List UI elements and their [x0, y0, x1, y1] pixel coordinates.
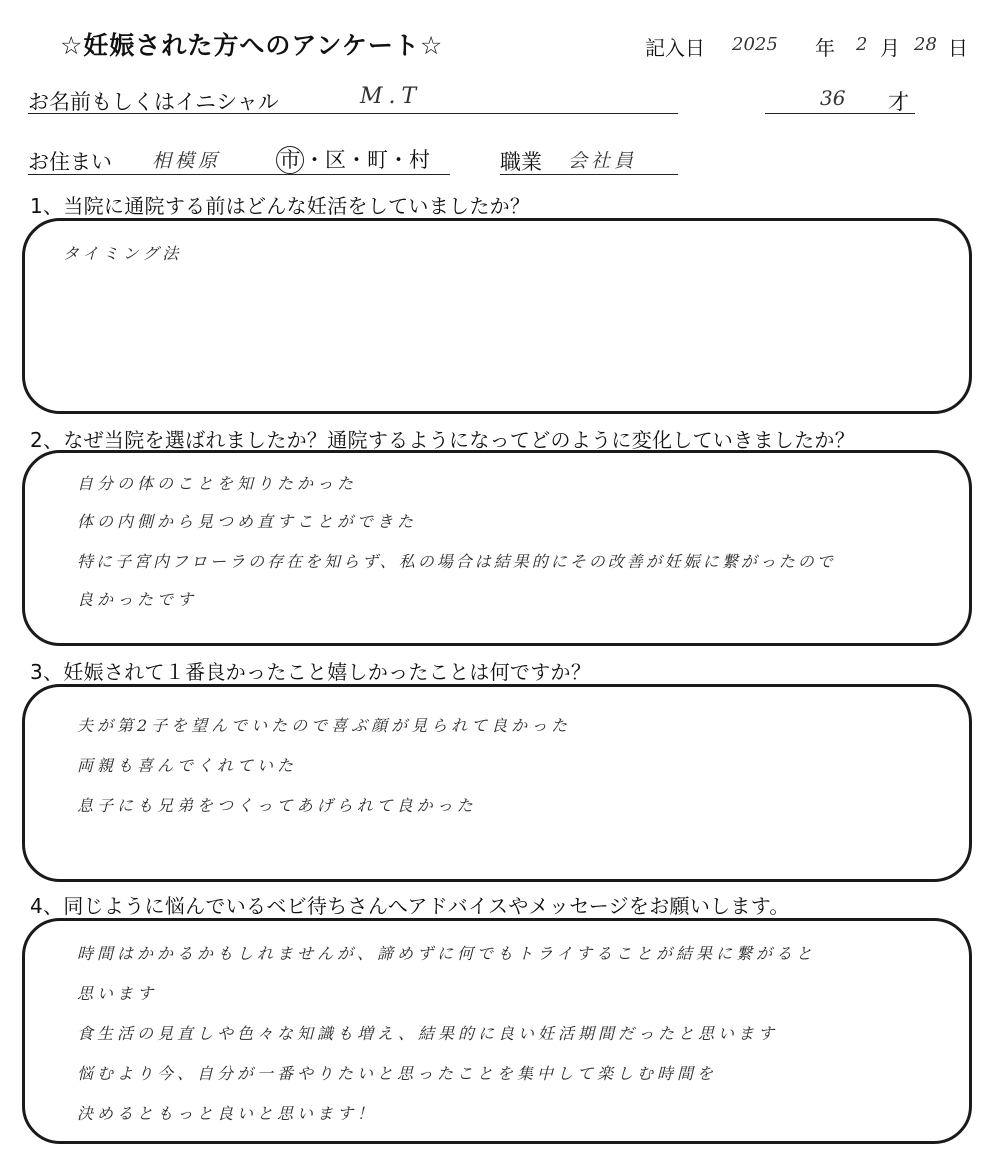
answer-4-line-3: 食生活の見直しや色々な知識も増え、結果的に良い妊活期間だったと思います	[77, 1024, 778, 1043]
answer-3-line-3: 息子にも兄弟をつくってあげられて良かった	[77, 796, 477, 815]
answer-4-line-5: 決めるともっと良いと思います！	[77, 1104, 378, 1123]
page-title: ☆妊娠された方へのアンケート☆	[60, 31, 444, 60]
answer-box-2	[22, 450, 972, 646]
address-label: お住まい	[28, 150, 112, 174]
date-year-unit: 年	[815, 36, 835, 60]
name-value: M.T	[360, 84, 423, 109]
address-option-others: ・区・町・村	[304, 148, 430, 172]
job-label: 職業	[500, 150, 542, 174]
address-options	[276, 144, 430, 174]
date-day: 28	[914, 34, 937, 55]
answer-4-line-1: 時間はかかるかもしれませんが、諦めずに何でもトライすることが結果に繋がると	[77, 944, 817, 963]
question-3: 3、妊娠されて１番良かったこと嬉しかったことは何ですか？	[30, 660, 592, 684]
question-1: 1、当院に通院する前はどんな妊活をしていましたか？	[30, 194, 531, 218]
job-value: 会社員	[568, 150, 638, 172]
date-year: 2025	[732, 34, 778, 55]
date-day-unit: 日	[948, 36, 968, 60]
question-2: 2、なぜ当院を選ばれましたか？通院するようになってどのように変化していきましたか？	[30, 428, 856, 452]
answer-2-line-1: 自分の体のことを知りたかった	[77, 474, 358, 493]
name-label: お名前もしくはイニシャル	[28, 90, 279, 114]
answer-1-line-1: タイミング法	[63, 244, 183, 263]
answer-box-1	[22, 218, 972, 414]
question-4: 4、同じように悩んでいるベビ待ちさんへアドバイスやメッセージをお願いします。	[30, 894, 790, 918]
answer-4-line-4: 悩むより今、自分が一番やりたいと思ったことを集中して楽しむ時間を	[77, 1064, 718, 1083]
answer-2-line-4: 良かったです	[77, 590, 198, 609]
answer-2-line-3: 特に子宮内フローラの存在を知らず、私の場合は結果的にその改善が妊娠に繋がったので	[77, 552, 836, 571]
date-label: 記入日	[645, 36, 705, 60]
answer-4-line-2: 思います	[77, 984, 158, 1003]
age-underline	[765, 113, 915, 114]
date-month-unit: 月	[880, 36, 900, 60]
date-month: 2	[856, 34, 868, 55]
job-underline	[500, 174, 678, 175]
age-unit: 才	[888, 90, 909, 114]
answer-box-3	[22, 684, 972, 882]
answer-2-line-2: 体の内側から見つめ直すことができた	[77, 512, 418, 531]
answer-box-4	[22, 918, 972, 1144]
answer-3-line-2: 両親も喜んでくれていた	[77, 756, 298, 775]
address-underline	[28, 174, 450, 175]
address-option-city-circled: 市	[276, 146, 304, 174]
answer-3-line-1: 夫が第2子を望んでいたので喜ぶ顔が見られて良かった	[77, 716, 572, 735]
address-value: 相模原	[152, 150, 222, 172]
age-value: 36	[820, 86, 846, 110]
name-underline	[28, 113, 678, 114]
